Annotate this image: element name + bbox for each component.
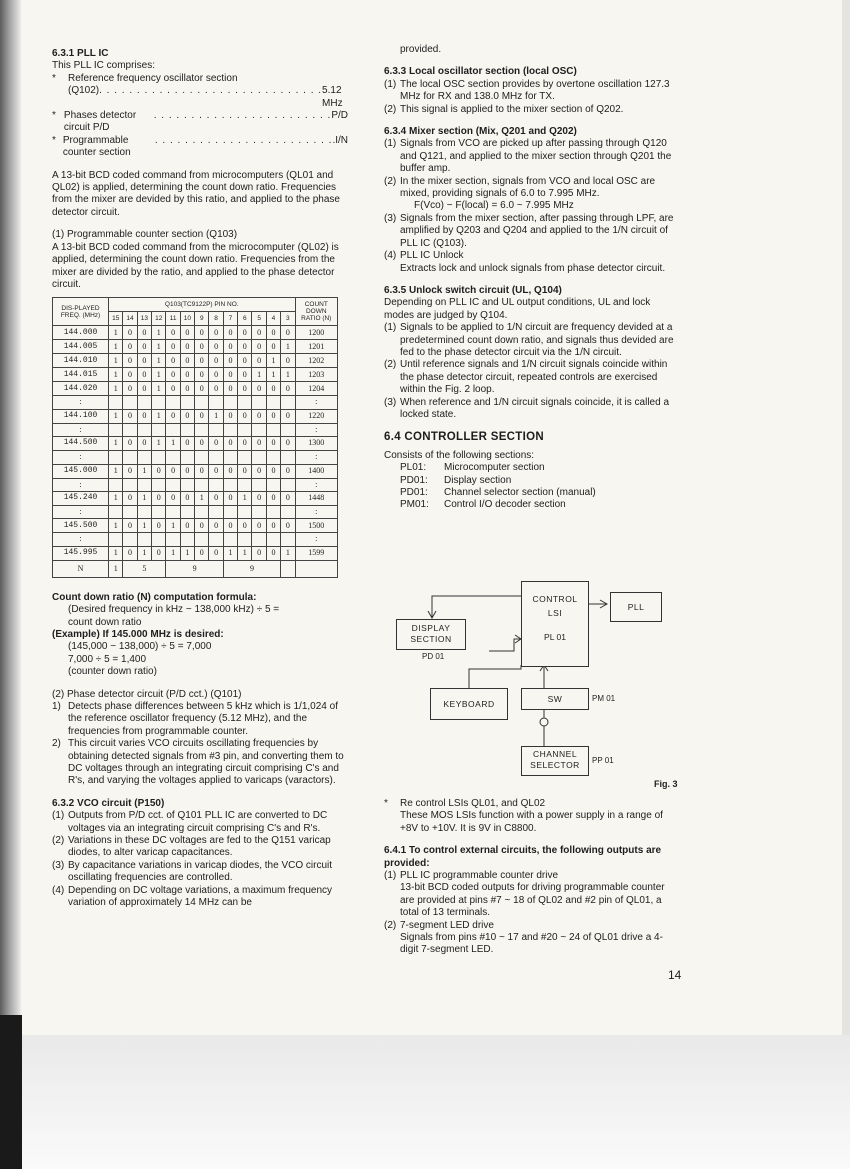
table-ellipsis-row: : : (53, 505, 338, 518)
pin-table (52, 297, 338, 577)
channel-selector-block: CHANNEL SELECTOR (521, 746, 589, 776)
bit-cell: 0 (209, 491, 223, 505)
table-ellipsis-row: : : (53, 423, 338, 436)
section-6-3-3-heading: 6.3.3 Local oscillator section (local OSC) (384, 66, 577, 78)
bit-cell: 0 (137, 382, 151, 396)
page-number: 14 (668, 968, 682, 982)
bit-cell: 0 (266, 437, 280, 451)
pd01-label: PD 01 (422, 652, 445, 661)
bit-cell: 1 (109, 409, 123, 423)
bit-cell: 1 (252, 368, 266, 382)
ratio-cell: 1300 (295, 437, 338, 451)
component-3: * Programmable counter section . . . . . . . . . . . . . . . . . . . . . . . . .I/N (52, 134, 348, 159)
bit-cell: 0 (195, 546, 209, 560)
bit-cell: 1 (152, 368, 166, 382)
bit-cell: 0 (209, 326, 223, 340)
bit-cell: 1 (109, 326, 123, 340)
example-line-2: 7,000 ÷ 5 = 1,400 (68, 653, 147, 665)
lsi-note: * Re control LSIs QL01, and QL02 These MOS LSIs function with a power supply in a range of +8V to +10V. It is 9V in C8800. (384, 798, 663, 834)
bit-cell: 1 (109, 354, 123, 368)
table-row (53, 382, 338, 396)
bit-cell: 0 (281, 464, 295, 478)
bit-cell: 0 (238, 382, 252, 396)
bit-cell: 1 (152, 326, 166, 340)
bit-cell: 0 (281, 409, 295, 423)
bit-cell: 0 (123, 437, 137, 451)
bit-cell: 0 (238, 464, 252, 478)
bit-cell: 0 (195, 326, 209, 340)
bit-cell: 0 (223, 354, 237, 368)
section-6-3-1-heading: 6.3.1 PLL IC (52, 48, 109, 59)
col-header-pins: Q103(TC9122P) PIN NO. (109, 298, 295, 312)
table-ellipsis-row: : : (53, 478, 338, 491)
table-ellipsis-row: : : (53, 451, 338, 464)
bit-cell: 0 (223, 382, 237, 396)
ratio-cell: 1400 (295, 464, 338, 478)
pin-number: 15 (109, 312, 123, 326)
bit-cell: 0 (252, 437, 266, 451)
bit-cell: 0 (166, 464, 180, 478)
unlock-item-1: (1) Signals to be applied to 1/N circuit are frequency devided at a predetermined count down ratio, and signals thus devided are fed to the phase detector circuit via the 1/N circuit. (384, 322, 674, 358)
bit-cell: 0 (195, 368, 209, 382)
bit-cell: 1 (109, 340, 123, 354)
bit-cell: 0 (209, 340, 223, 354)
table-body (53, 326, 338, 560)
frequency-cell: 144.015 (53, 368, 109, 382)
right-column-lower (384, 798, 678, 957)
bit-cell: 0 (180, 437, 194, 451)
bit-cell: 1 (137, 464, 151, 478)
bit-cell: 0 (209, 354, 223, 368)
bit-cell: 1 (109, 437, 123, 451)
bit-cell: 0 (209, 437, 223, 451)
table-row (53, 409, 338, 423)
bit-cell: 1 (109, 368, 123, 382)
bit-cell: 0 (266, 519, 280, 533)
bit-cell: 1 (166, 546, 180, 560)
phase-detector-item-1: 1) Detects phase differences between 5 kHz which is 1/1,024 of the reference oscillator frequency (5.12 MHz), and the frequencies from programmable counter. (52, 701, 338, 737)
continued-text: provided. (400, 44, 442, 55)
bit-cell: 0 (223, 437, 237, 451)
bit-cell: 1 (109, 546, 123, 560)
component-1: * Reference frequency oscillator section (52, 72, 238, 84)
mixer-equation: F(Vco) − F(local) = 6.0 ~ 7.995 MHz (414, 200, 574, 212)
unlock-item-2: (2) Until reference signals and 1/N circuit signals coincide within the phase detector circuit, repeated controls are exercised within the Fig. 2 loop. (384, 359, 668, 396)
section-6-4-1-heading: 6.4.1 To control external circuits, the following outputs are provided: (384, 845, 662, 869)
formula-heading: Count down ratio (N) computation formula: (52, 591, 257, 603)
bit-cell: 1 (152, 437, 166, 451)
table-row (53, 340, 338, 354)
bit-cell: 0 (152, 491, 166, 505)
bit-cell: 1 (209, 409, 223, 423)
bit-cell: 0 (195, 437, 209, 451)
component-2: * Phases detector circuit P/D . . . . . . . . . . . . . . . . . . . . . . . . P/D (52, 110, 348, 134)
bit-cell: 0 (123, 491, 137, 505)
pin-number: 14 (123, 312, 137, 326)
bit-cell: 0 (223, 368, 237, 382)
bit-cell: 0 (281, 437, 295, 451)
bit-cell: 0 (252, 491, 266, 505)
figure-label: Fig. 3 (654, 779, 678, 789)
mixer-item-3: (3) Signals from the mixer section, after passing through LPF, are amplified by Q203 and Q204 and applied to the 1/N circuit of PLL IC (Q103). (384, 212, 674, 249)
frequency-cell: 144.020 (53, 382, 109, 396)
pin-number: 13 (137, 312, 151, 326)
bit-cell: 0 (180, 340, 194, 354)
bit-cell: 0 (180, 354, 194, 368)
bit-cell: 0 (152, 519, 166, 533)
bit-cell: 0 (166, 354, 180, 368)
bit-cell: 0 (281, 382, 295, 396)
bit-cell: 0 (180, 519, 194, 533)
bit-cell: 0 (266, 340, 280, 354)
page-edge-right (842, 0, 850, 1035)
col-header-freq: DIS-PLAYED FREQ. (MHz) (53, 298, 109, 326)
binding-shadow (0, 1015, 22, 1169)
controller-section-item: PD01: Channel selector section (manual) (400, 487, 596, 498)
control-lsi-block: CONTROL LSI PL 01 (521, 581, 589, 667)
bit-cell: 0 (238, 519, 252, 533)
bit-cell: 0 (123, 368, 137, 382)
bit-cell: 1 (152, 409, 166, 423)
bit-cell: 0 (252, 326, 266, 340)
bit-cell: 0 (266, 464, 280, 478)
bit-cell: 0 (195, 354, 209, 368)
pin-number: 8 (209, 312, 223, 326)
vco-item-3: (3) By capacitance variations in varicap diodes, the VCO circuit oscillating frequencies are controlled. (52, 859, 333, 884)
bit-cell: 0 (252, 464, 266, 478)
bit-cell: 1 (109, 382, 123, 396)
bit-cell: 0 (180, 382, 194, 396)
bit-cell: 1 (152, 340, 166, 354)
right-column (384, 44, 678, 512)
bit-cell: 0 (252, 354, 266, 368)
bit-cell: 0 (195, 409, 209, 423)
frequency-cell: 145.995 (53, 546, 109, 560)
bit-cell: 1 (266, 354, 280, 368)
controller-section-item: PD01: Display section (400, 474, 512, 486)
bit-cell: 1 (281, 368, 295, 382)
example-line-1: (145,000 − 138,000) ÷ 5 = 7,000 (68, 641, 212, 653)
bit-cell: 1 (109, 464, 123, 478)
bit-cell: 1 (180, 546, 194, 560)
bit-cell: 0 (180, 464, 194, 478)
bit-cell: 0 (209, 546, 223, 560)
bit-cell: 0 (166, 368, 180, 382)
bit-cell: 0 (123, 546, 137, 560)
bit-cell: 0 (238, 326, 252, 340)
mixer-item-4: (4) PLL IC Unlock Extracts lock and unlock signals from phase detector circuit. (384, 250, 666, 274)
pin-number: 3 (281, 312, 295, 326)
bit-cell: 0 (137, 409, 151, 423)
table-ellipsis-row: : : (53, 533, 338, 546)
bit-cell: 0 (195, 382, 209, 396)
frequency-cell: 144.005 (53, 340, 109, 354)
bit-cell: 0 (166, 382, 180, 396)
pm01-label: PM 01 (592, 694, 616, 703)
ratio-cell: 1220 (295, 409, 338, 423)
vco-item-4: (4) Depending on DC voltage variations, a maximum frequency variation of approximately 14 MHz can be (52, 884, 333, 909)
bit-cell: 0 (238, 409, 252, 423)
local-osc-item-1: (1) The local OSC section provides by overtone oscillation 127.3 MHz for RX and 138.0 MHz for TX. (384, 78, 670, 103)
left-column (52, 48, 348, 910)
display-section-block: DISPLAY SECTION (396, 619, 466, 650)
scan-background (0, 1035, 850, 1169)
bit-cell: 0 (223, 326, 237, 340)
bit-cell: 0 (152, 464, 166, 478)
programmable-counter-text: A 13-bit BCD coded command from the microcomputer (QL02) is applied, determining the count down ratio. Frequencies from the mixer are divided by the ratio, and applied to the phase detector circuit. (52, 241, 339, 290)
frequency-cell: 144.010 (53, 354, 109, 368)
bit-cell: 0 (123, 340, 137, 354)
col-header-ratio: COUNT DOWN RATIO (N) (295, 298, 338, 326)
programmable-counter-heading: (1) Programmable counter section (Q103) (52, 229, 238, 241)
controller-section-item: PL01: Microcomputer section (400, 462, 545, 474)
pp01-label: PP 01 (592, 756, 614, 765)
bit-cell: 1 (166, 519, 180, 533)
pin-number: 4 (266, 312, 280, 326)
bit-cell: 0 (180, 409, 194, 423)
controller-section-item: PM01: Control I/O decoder section (400, 499, 566, 511)
bit-cell: 1 (281, 340, 295, 354)
table-row (53, 464, 338, 478)
section-6-3-5-heading: 6.3.5 Unlock switch circuit (UL, Q104) (384, 284, 562, 296)
bit-cell: 0 (180, 491, 194, 505)
phase-detector-heading: (2) Phase detector circuit (P/D cct.) (Q101) (52, 688, 242, 700)
mixer-item-1: (1) Signals from VCO are picked up after passing through Q120 and Q121, and applied to the mixer section through Q201 the buffer amp. (384, 138, 672, 175)
bit-cell: 0 (137, 368, 151, 382)
bit-cell: 0 (123, 382, 137, 396)
bit-cell: 0 (166, 340, 180, 354)
phase-detector-item-2: 2) This circuit varies VCO circuits oscillating frequencies by obtaining detected signals from #3 pin, and converting them to DC voltages through an integrating circuit comprising C's and R's, and varying the voltages applied to varicaps (varactors). (52, 738, 344, 787)
bit-cell: 0 (166, 326, 180, 340)
pin-number: 10 (180, 312, 194, 326)
bit-cell: 0 (223, 491, 237, 505)
bit-cell: 0 (209, 368, 223, 382)
bit-cell: 0 (137, 437, 151, 451)
bit-cell: 0 (281, 491, 295, 505)
bit-cell: 0 (252, 340, 266, 354)
bit-cell: 0 (252, 409, 266, 423)
pll-block: PLL (610, 592, 662, 622)
bit-cell: 0 (123, 354, 137, 368)
bit-cell: 0 (252, 519, 266, 533)
example-line-3: (counter down ratio) (68, 666, 157, 678)
frequency-cell: 145.000 (53, 464, 109, 478)
bit-cell: 1 (281, 546, 295, 560)
ratio-cell: 1201 (295, 340, 338, 354)
ratio-cell: 1202 (295, 354, 338, 368)
keyboard-block: KEYBOARD (430, 688, 508, 720)
formula-line-1: (Desired frequency in kHz − 138,000 kHz) ÷ 5 = (68, 604, 280, 616)
frequency-cell: 145.240 (53, 491, 109, 505)
bit-cell: 0 (166, 409, 180, 423)
table-ellipsis-row: : : (53, 396, 338, 409)
bit-cell: 0 (123, 519, 137, 533)
bit-cell: 1 (152, 382, 166, 396)
bit-cell: 0 (281, 326, 295, 340)
bit-cell: 0 (137, 354, 151, 368)
pin-number: 12 (152, 312, 166, 326)
bit-cell: 0 (238, 368, 252, 382)
bit-cell: 0 (281, 519, 295, 533)
bit-cell: 0 (238, 354, 252, 368)
pin-number: 5 (252, 312, 266, 326)
sw-block: SW (521, 688, 589, 710)
component-1-value: (Q102) . . . . . . . . . . . . . . . . . . . . . . . . . . . . . . 5.12 MHz (68, 85, 343, 109)
bit-cell: 0 (180, 326, 194, 340)
table-row (53, 354, 338, 368)
bit-cell: 0 (123, 409, 137, 423)
ratio-cell: 1599 (295, 546, 338, 560)
bit-cell: 0 (123, 326, 137, 340)
page-edge-shadow (0, 0, 22, 1169)
mixer-item-2: (2) In the mixer section, signals from VCO and local OSC are mixed, providing signals of 6.0 to 7.995 MHz. (384, 175, 656, 200)
bit-cell: 0 (266, 382, 280, 396)
table-row (53, 519, 338, 533)
bit-cell: 0 (238, 340, 252, 354)
ratio-cell: 1500 (295, 519, 338, 533)
bit-cell: 0 (195, 340, 209, 354)
bit-cell: 1 (137, 546, 151, 560)
section-6-3-4-heading: 6.3.4 Mixer section (Mix, Q201 and Q202) (384, 126, 577, 138)
frequency-cell: 144.000 (53, 326, 109, 340)
example-heading: (Example) If 145.000 MHz is desired: (52, 628, 224, 640)
section-6-3-2-heading: 6.3.2 VCO circuit (P150) (52, 797, 165, 809)
controller-intro: Consists of the following sections: (384, 449, 535, 461)
external-item-2: (2) 7-segment LED drive Signals from pins #10 ~ 17 and #20 ~ 24 of QL01 drive a 4-digit 7-segment LED. (384, 919, 663, 956)
bit-cell: 1 (238, 546, 252, 560)
bit-cell: 1 (137, 491, 151, 505)
bit-cell: 0 (137, 326, 151, 340)
bit-cell: 0 (195, 464, 209, 478)
pin-number: 6 (238, 312, 252, 326)
bit-cell: 0 (266, 546, 280, 560)
unlock-intro: Depending on PLL IC and UL output conditions, UL and lock modes are judged by Q104. (384, 297, 651, 321)
formula-line-2: count down ratio (68, 616, 142, 628)
bit-cell: 0 (266, 409, 280, 423)
pin-number: 11 (166, 312, 180, 326)
pll-intro: This PLL IC comprises: (52, 60, 155, 72)
bit-cell: 0 (238, 437, 252, 451)
bit-cell: 1 (152, 354, 166, 368)
bit-cell: 0 (266, 326, 280, 340)
ratio-cell: 1203 (295, 368, 338, 382)
frequency-cell: 145.500 (53, 519, 109, 533)
bit-cell: 0 (123, 464, 137, 478)
ratio-cell: 1448 (295, 491, 338, 505)
pll-description: A 13-bit BCD coded command from microcomputers (QL01 and QL02) is applied, determining the count down ratio. Frequencies from the mixer are devided by this ratio, and applied to the phase detector circuit. (52, 169, 340, 218)
controller-block-diagram (384, 581, 684, 781)
external-item-1: (1) PLL IC programmable counter drive 13-bit BCD coded outputs for driving programmable counter are provided at pins #7 ~ 18 of QL02 and #2 pin of QL01, a total of 13 terminals. (384, 870, 665, 919)
pin-number: 9 (195, 312, 209, 326)
bit-cell: 0 (209, 519, 223, 533)
table-row (53, 368, 338, 382)
bit-cell: 0 (137, 340, 151, 354)
pin-number: 7 (223, 312, 237, 326)
bit-cell: 0 (281, 354, 295, 368)
ratio-cell: 1200 (295, 326, 338, 340)
bit-cell: 0 (152, 546, 166, 560)
bit-cell: 1 (166, 437, 180, 451)
bit-cell: 0 (223, 340, 237, 354)
bit-cell: 1 (223, 546, 237, 560)
table-row (53, 437, 338, 451)
vco-item-2: (2) Variations in these DC voltages are fed to the Q151 varicap diodes, to alter varicap capacitances. (52, 835, 331, 859)
bit-cell: 1 (266, 368, 280, 382)
unlock-item-3: (3) When reference and 1/N circuit signals coincide, it is called a locked state. (384, 396, 670, 420)
section-6-4-heading: 6.4 CONTROLLER SECTION (384, 431, 544, 444)
bit-cell: 0 (223, 519, 237, 533)
table-row (53, 326, 338, 340)
bit-cell: 0 (266, 491, 280, 505)
frequency-cell: 144.100 (53, 409, 109, 423)
table-row (53, 491, 338, 505)
controller-sections-list (384, 462, 678, 512)
bit-cell: 0 (223, 409, 237, 423)
bit-cell: 0 (209, 464, 223, 478)
bit-cell: 0 (180, 368, 194, 382)
bit-cell: 0 (195, 519, 209, 533)
bit-cell: 0 (223, 464, 237, 478)
bit-cell: 0 (252, 382, 266, 396)
bit-cell: 1 (137, 519, 151, 533)
local-osc-item-2: (2) This signal is applied to the mixer section of Q202. (384, 103, 624, 115)
bit-cell: 1 (109, 491, 123, 505)
bit-cell: 1 (195, 491, 209, 505)
bit-cell: 0 (252, 546, 266, 560)
bit-cell: 1 (238, 491, 252, 505)
ratio-cell: 1204 (295, 382, 338, 396)
table-row (53, 546, 338, 560)
table-footer: N 1 5 9 9 (53, 560, 338, 577)
bit-cell: 1 (109, 519, 123, 533)
vco-item-1: (1) Outputs from P/D cct. of Q101 PLL IC are converted to DC voltages via an integrating circuit comprising C's and R's. (52, 810, 328, 834)
frequency-cell: 144.500 (53, 437, 109, 451)
bit-cell: 0 (166, 491, 180, 505)
bit-cell: 0 (209, 382, 223, 396)
